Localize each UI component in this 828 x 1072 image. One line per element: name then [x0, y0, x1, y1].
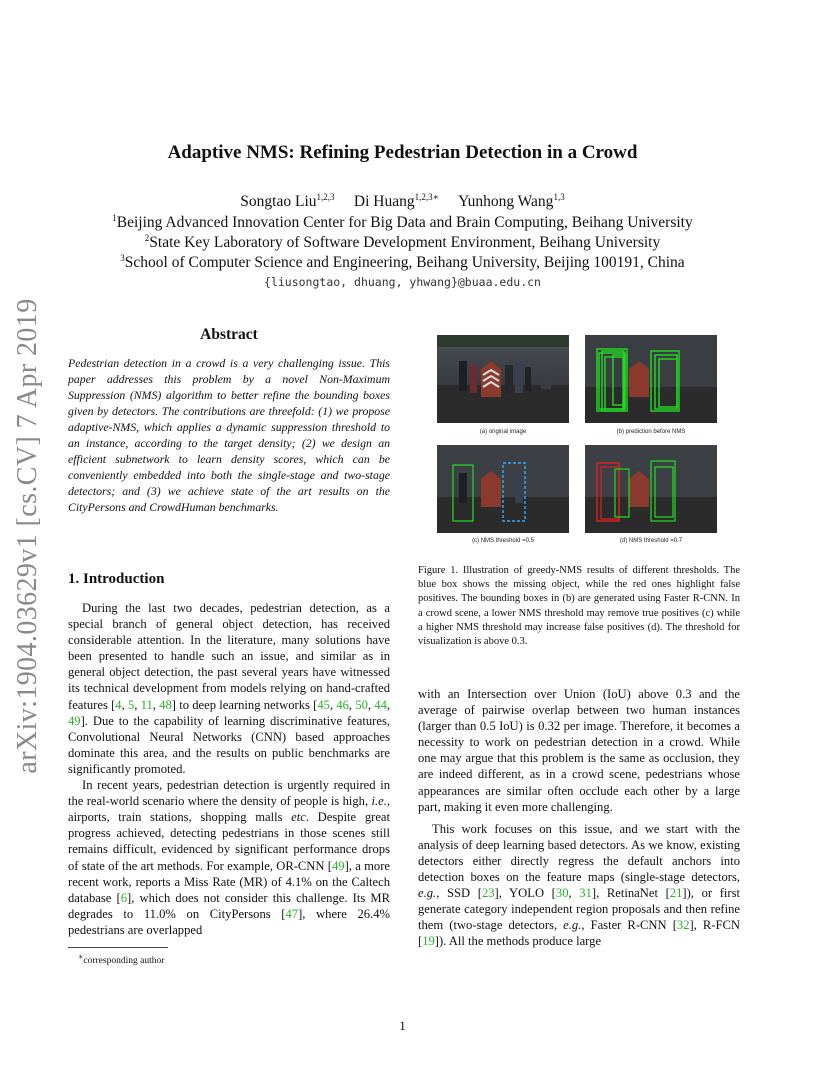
citation-link[interactable]: 44 — [374, 697, 387, 712]
author-affil-mark: 1,2,3∗ — [414, 192, 439, 202]
footnote: ∗corresponding author — [78, 952, 165, 967]
citation-link[interactable]: 6 — [120, 890, 127, 905]
paper-title: Adaptive NMS: Refining Pedestrian Detection in a Crowd — [167, 142, 638, 163]
affiliation: $^2$State Key Laboratory of Software Development Environment, Beihang University — [144, 233, 661, 252]
affiliation: $^1$Beijing Advanced Innovation Center for Big Data and Brain Computing, Beihang University — [112, 213, 693, 232]
figure-panel-label: (d) NMS threshold =0.7 — [619, 538, 683, 544]
citation-link[interactable]: 47 — [285, 906, 299, 921]
citation-link[interactable]: 30 — [555, 886, 569, 901]
author-name: Di Huang — [353, 193, 415, 211]
figure-caption: Figure 1. Illustration of greedy-NMS results of different thresholds. The blue box shows the missing object, while the red ones highlight false positives. The bounding boxes in (b) are generated using Faster R-CNN. In a crowd scene, a lower NMS threshold may remove true positives (c) while a higher NMS threshold may increase false positives (d). The threshold for visualization is above 0.3. — [418, 565, 740, 648]
citation-link[interactable]: 5 — [127, 697, 135, 712]
citation-link[interactable]: 48 — [159, 697, 172, 712]
paragraph: In recent years, pedestrian detection is urgently required in the real-world scenario where the density of people is high, i.e., airports, train stations, shopping malls etc. Despite great progress achieved, detecting pedestrians in those scenes still remains difficult, evidenced by significant performance drops of state of the art methods. For example, OR-CNN [49], a more recent work, reports a Miss Rate (MR) of 4.1% on the Caltech database [6], which does not consider this challenge. Its MR degrades to 11.0% on CityPersons [47], where 26.4% pedestrians are overlapped — [68, 778, 390, 937]
intro-body — [68, 600, 390, 938]
citation-link[interactable]: 49 — [68, 713, 81, 728]
citation-link[interactable]: 23 — [481, 886, 495, 901]
affiliation: $^3$School of Computer Science and Engineering, Beihang University, Beijing 100191, China — [120, 253, 685, 272]
author-affil-mark: 1,3 — [553, 192, 565, 202]
citation-link[interactable]: 46 — [336, 697, 349, 712]
author-list — [0, 192, 805, 211]
citation-link[interactable]: 11 — [140, 697, 153, 712]
citation-link[interactable]: 21 — [669, 886, 683, 901]
citation-link[interactable]: 19 — [422, 934, 435, 949]
author-email: {liusongtao, dhuang, yhwang}@buaa.edu.cn — [264, 275, 541, 289]
figure-image-nms-0-5 — [437, 445, 569, 533]
figure-panel-label: (a) original image — [479, 429, 527, 435]
figure-image-nms-0-7 — [585, 445, 717, 533]
paragraph: During the last two decades, pedestrian detection, as a special branch of general object detection, has received considerable attention. In the literature, many solutions have been presented to handle such an issue, and similar as in general object detection, the past several years have witnessed its technical development from models relying on hand-crafted features [4, 5, 11, 48] to deep learning networks [45, 46, 50, 44, 49]. Due to the capability of learning discriminative features, Convolutional Neural Networks (CNN) based approaches dominate this area, and the results on public benchmarks are significantly promoted. — [68, 601, 391, 776]
page-number: 1 — [399, 1018, 406, 1033]
citation-link[interactable]: 32 — [676, 918, 690, 933]
figure-panel-label: (c) NMS threshold =0.5 — [472, 538, 534, 544]
figure-image-original — [437, 335, 569, 423]
citation-link[interactable]: 49 — [332, 858, 345, 873]
citation-link[interactable]: 45 — [317, 697, 330, 712]
figure-image-prediction — [585, 335, 717, 423]
author-affil-mark: 1,2,3 — [316, 192, 335, 202]
abstract-text: Pedestrian detection in a crowd is a very challenging issue. This paper addresses this problem by a novel Non-Maximum Suppression (NMS) algorithm to better refine the bounding boxes given by detectors. The contributions are threefold: (1) we propose adaptive-NMS, which applies a dynamic suppression threshold to an instance, according to the target density; (2) we design an efficient subnetwork to learn density scores, which can be conveniently embedded into both the single-stage and two-stage detectors; and (3) we achieve state of the art results on the CityPersons and CrowdHuman benchmarks. — [68, 356, 390, 514]
section-heading: 1. Introduction — [68, 571, 165, 587]
figure-panel-label: (b) prediction before NMS — [616, 429, 686, 435]
arxiv-stamp: arXiv:1904.03629v1 [cs.CV] 7 Apr 2019 — [12, 298, 43, 774]
citation-link[interactable]: 31 — [579, 886, 592, 901]
footnote-rule — [68, 947, 168, 948]
right-column-body — [418, 686, 740, 950]
author-name: Songtao Liu — [240, 193, 317, 211]
author-name: Yunhong Wang — [458, 193, 554, 211]
citation-link[interactable]: 50 — [355, 697, 368, 712]
paragraph: with an Intersection over Union (IoU) above 0.3 and the average of pairwise overlap between two human instances (larger than 0.5 IoU) is 0.32 per image. Therefore, it becomes a necessity to work on pedestrian detection in a crowd. While one may argue that this problem is the same as occlusion, they are indeed different, as in a crowd scene, pedestrians whose appearances are similar often occlude each other by a large part, making it even more challenging. — [418, 687, 740, 814]
citation-link[interactable]: 4 — [115, 697, 122, 712]
paragraph: This work focuses on this issue, and we start with the analysis of deep learning based detectors. As we know, existing detectors either directly regress the default anchors into detection boxes on the feature maps (single-stage detectors, e.g., SSD [23], YOLO [30, 31], RetinaNet [21]), or first generate category independent region proposals and then refine them (two-stage detectors, e.g., Faster R-CNN [32], R-FCN [19]). All the methods produce large — [418, 821, 741, 949]
abstract-heading: Abstract — [200, 326, 258, 343]
